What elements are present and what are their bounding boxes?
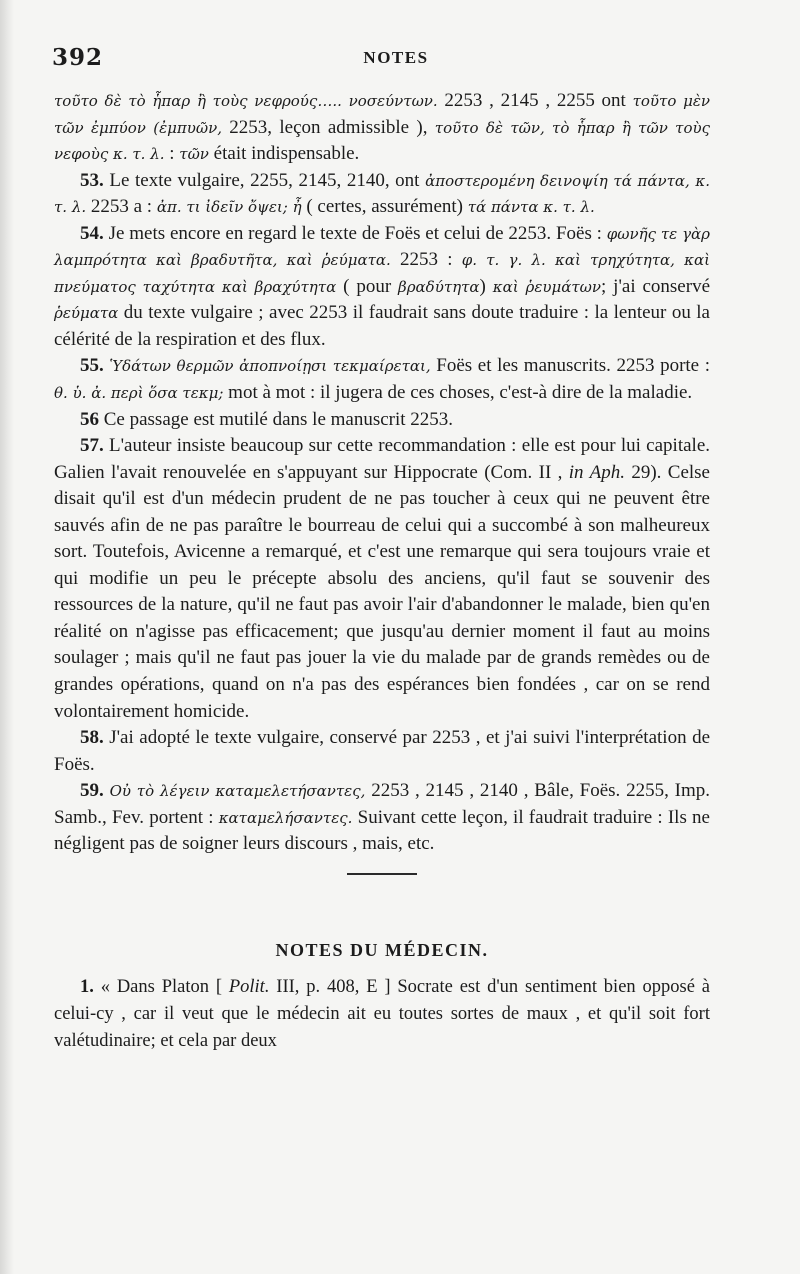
note-text: 29). Celse disait qu'il est d'un médecin prudent de ne pas toucher à ceux qui ne peuvent être sauvés afin de ne pas paraître le bourreau de celui qui a succombé à son malheureux sort. Toutefois, Avicenne a remarqué, et c'est une remarque qui sera toujours vraie et qui modifie un peu le précepte absolu des anciens, qu'il faut se souvenir des ressources de la nature, qu'il ne faut pas avoir l'air d'abandonner le malade, bien qu'en réalité on n'agisse pas efficacement; que jusqu'au dernier moment il faut au moins soulager ; mais qu'il ne faut pas jouer la vie du malade par de grands remèdes ou de grandes opérations, quand on n'a pas des espérances bien fondées , car on se rend volontairement homicide. — [54, 461, 710, 722]
italic-reference: in Aph. — [568, 461, 625, 483]
note-text: Le texte vulgaire, 2255, 2145, 2140, ont — [103, 169, 426, 191]
greek-quote: ἀποστερομένη δεινοψίη τά πάντα, κ. τ. λ. — [54, 171, 710, 217]
greek-quote: ἀπ. τι ἰδεῖν ὄψει; ἦ — [156, 198, 302, 217]
note-text: III, p. 408, E ] Socrate est d'un sentiment bien opposé à celui-cy , car il veut que le médecin ait eu toutes sortes de maux , et qu'il soit fort valétudinaire; et cela par deux — [54, 977, 710, 1051]
note-paragraph — [54, 433, 710, 725]
greek-quote: φωνῆς τε γὰρ λαμπρότητα καὶ βραδυτῆτα, καὶ ῥεύματα. — [54, 224, 710, 270]
note-text: mot à mot : il jugera de ces choses, c'est-à dire de la maladie. — [223, 382, 693, 404]
note-text: Foës et les manuscrits. 2253 porte : — [430, 355, 710, 377]
note-text: « Dans Platon [ — [93, 977, 229, 998]
section-separator — [347, 873, 417, 875]
note-number: 55. — [80, 355, 104, 377]
note-paragraph — [54, 725, 710, 778]
greek-quote: καὶ ῥευμάτων — [492, 277, 602, 296]
note-text: 2253, leçon admissible ), — [221, 116, 435, 138]
note-text: ( pour — [336, 275, 399, 297]
greek-quote: τῶν — [179, 145, 209, 164]
note-number: 57. — [80, 435, 104, 457]
greek-quote: Οὐ τὸ λέγειν καταμελετήσαντες, — [109, 782, 366, 801]
note-text: : — [164, 143, 180, 165]
note-number: 58. — [80, 727, 104, 749]
note-paragraph — [54, 778, 710, 858]
page-number: 392 — [52, 44, 104, 71]
note-text: ) — [479, 275, 493, 297]
note-text: 2253 a : — [86, 196, 157, 218]
greek-quote: τοῦτο μὲν τῶν ἐμπύον (ἐμπυῶν, — [54, 92, 711, 137]
note-number: 54. — [80, 222, 104, 244]
greek-quote: τοῦτο δὲ τὸ ἧπαρ ἢ τοὺς νεφρούς….. νοσεύντων. — [54, 92, 438, 110]
notes-list — [54, 88, 710, 858]
greek-quote: τά πάντα κ. τ. λ. — [467, 198, 595, 217]
greek-quote: καταμελήσαντες. — [218, 808, 353, 827]
note-paragraph — [54, 88, 710, 168]
greek-quote: βραδύτητα — [398, 277, 480, 296]
note-text: était indispensable. — [208, 143, 360, 165]
note-number: 59. — [80, 780, 104, 802]
note-text: L'auteur insiste beaucoup sur cette recommandation : elle est pour lui capitale. Galien l'avait renouvelée en s'appuyant sur Hippocrate (Com. II , — [54, 435, 710, 483]
note-text: J'ai adopté le texte vulgaire, conservé par 2253 , et j'ai suivi l'interprétation de Foës. — [54, 727, 710, 775]
note-text: Suivant cette leçon, il faudrait traduire : Ils ne négligent pas de soigner leurs discours , mais, etc. — [54, 806, 710, 855]
note-paragraph — [54, 974, 710, 1054]
note-text: ( certes, assurément) — [301, 196, 468, 218]
note-text: 2253 , 2145 , 2255 ont — [437, 90, 633, 111]
note-text: du texte vulgaire ; avec 2253 il faudrait sans doute traduire : la lenteur ou la célérité de la respiration et des flux. — [54, 302, 710, 350]
greek-quote: φ. τ. γ. λ. καὶ τρηχύτητα, καὶ πνεύματος ταχύτητα καὶ βραχύτητα — [54, 251, 711, 296]
greek-quote: ῥεύματα — [54, 304, 119, 323]
greek-quote: τοῦτο δὲ τῶν, τὸ ἧπαρ ἢ τῶν τοὺς νεφοὺς κ. τ. λ. — [54, 118, 710, 164]
note-text: ; j'ai conservé — [601, 275, 711, 297]
note-paragraph — [54, 168, 710, 221]
header-title: NOTES — [363, 48, 429, 67]
medical-notes-list — [54, 974, 710, 1054]
note-text: 2253 , 2145 , 2140 , Bâle, Foës. 2255, Imp. Samb., Fev. portent : — [54, 780, 711, 828]
note-paragraph — [54, 407, 710, 434]
section-title: NOTES DU MÉDECIN. — [275, 939, 489, 960]
italic-reference: Polit. — [228, 977, 270, 998]
greek-quote: θ. ὑ. ἀ. περὶ ὅσα τεκμ; — [54, 384, 224, 403]
note-paragraph — [54, 353, 710, 406]
note-text: Ce passage est mutilé dans le manuscrit 2253. — [99, 408, 454, 430]
note-number: 53. — [80, 169, 104, 191]
note-number: 56 — [80, 408, 99, 430]
greek-quote: Ὑδάτων θερμῶν ἀποπνοίῃσι τεκμαίρεται, — [109, 357, 431, 376]
running-head — [52, 44, 740, 78]
notes-body — [54, 88, 710, 1054]
note-number: 1. — [80, 977, 94, 998]
note-text: Je mets encore en regard le texte de Foës et celui de 2253. Foës : — [103, 222, 607, 244]
note-paragraph — [54, 221, 710, 354]
note-text: 2253 : — [390, 249, 462, 271]
